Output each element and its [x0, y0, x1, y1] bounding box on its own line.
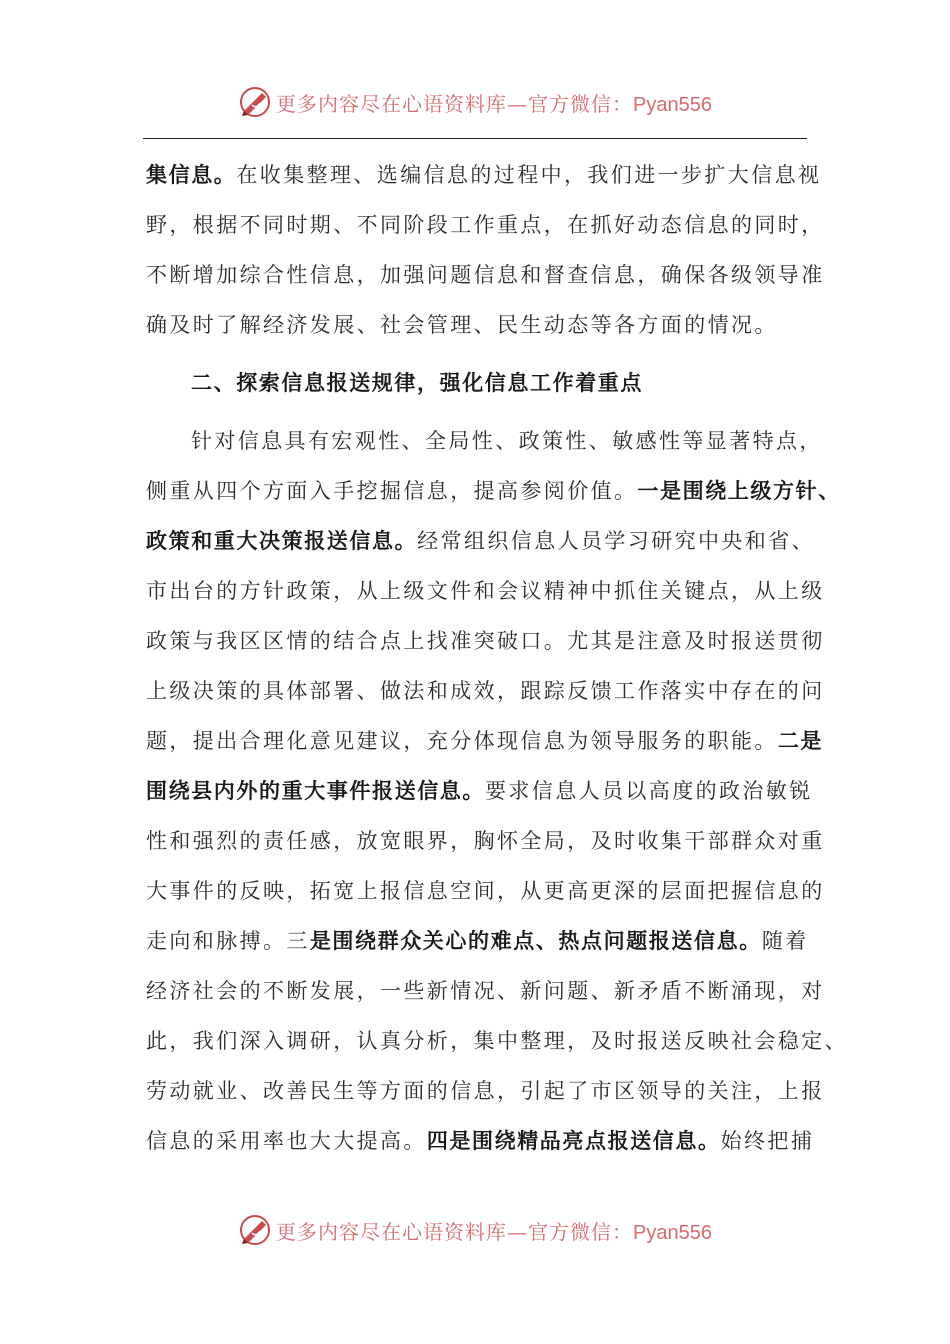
section-heading: 二、探索信息报送规律，强化信息工作着重点 — [191, 370, 643, 395]
header-banner — [0, 82, 950, 122]
document-body — [146, 150, 848, 1166]
text-line: 性和强烈的责任感，放宽眼界，胸怀全局，及时收集干部群众对重 — [146, 829, 825, 853]
header-banner-text: 更多内容尽在心语资料库—官方微信：Pyan556 — [276, 91, 712, 116]
text-line: 野，根据不同时期、不同阶段工作重点，在抓好动态信息的同时， — [146, 213, 825, 237]
text-line: 确及时了解经济发展、社会管理、民生动态等各方面的情况。 — [146, 313, 778, 337]
text-line: 政策与我区区情的结合点上找准突破口。尤其是注意及时报送贯彻 — [146, 629, 825, 653]
pen-logo-icon — [238, 85, 272, 119]
text-line: 经济社会的不断发展，一些新情况、新问题、新矛盾不断涌现，对 — [146, 979, 825, 1003]
text-line: 针对信息具有宏观性、全局性、政策性、敏感性等显著特点， — [191, 429, 823, 453]
text-line: 上级决策的具体部署、做法和成效，跟踪反馈工作落实中存在的问 — [146, 679, 825, 703]
text-line: 不断增加综合性信息，加强问题信息和督查信息，确保各级领导准 — [146, 263, 825, 287]
header-divider — [143, 138, 807, 139]
header-wechat-id: Pyan556 — [633, 93, 712, 116]
text-line: 信息的采用率也大大提高。四是围绕精品亮点报送信息。始终把捕 — [146, 1128, 815, 1153]
text-line: 侧重从四个方面入手挖掘信息，提高参阅价值。一是围绕上级方针、 — [146, 478, 841, 503]
text-line: 题，提出合理化意见建议，充分体现信息为领导服务的职能。二是 — [146, 728, 824, 753]
text-line: 此，我们深入调研，认真分析，集中整理，及时报送反映社会稳定、 — [146, 1029, 848, 1053]
text-line: 集信息。在收集整理、选编信息的过程中，我们进一步扩大信息视 — [146, 162, 822, 187]
footer-banner — [0, 1210, 950, 1250]
pen-logo-icon — [238, 1213, 272, 1247]
text-line: 劳动就业、改善民生等方面的信息，引起了市区领导的关注，上报 — [146, 1079, 825, 1103]
text-line: 市出台的方针政策，从上级文件和会议精神中抓住关键点，从上级 — [146, 579, 825, 603]
text-line: 政策和重大决策报送信息。经常组织信息人员学习研究中央和省、 — [146, 528, 816, 553]
text-line: 围绕县内外的重大事件报送信息。要求信息人员以高度的政治敏锐 — [146, 778, 813, 803]
footer-banner-text: 更多内容尽在心语资料库—官方微信：Pyan556 — [276, 1219, 712, 1244]
footer-wechat-id: Pyan556 — [633, 1221, 712, 1244]
text-line: 走向和脉搏。三是围绕群众关心的难点、热点问题报送信息。随着 — [146, 928, 809, 953]
text-line: 大事件的反映，拓宽上报信息空间，从更高更深的层面把握信息的 — [146, 879, 825, 903]
